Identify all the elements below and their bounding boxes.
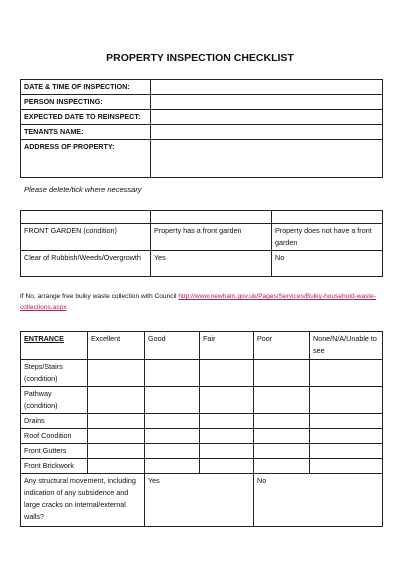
- pathway-poor-cell[interactable]: [254, 387, 310, 414]
- roof-good-cell[interactable]: [145, 429, 200, 444]
- drains-excellent-cell[interactable]: [88, 414, 145, 429]
- header-fair: Fair: [200, 332, 254, 360]
- row-drains-label: Drains: [21, 414, 88, 429]
- address-label: ADDRESS OF PROPERTY:: [21, 140, 151, 178]
- row-steps-label: Steps/Stairs (condition): [21, 360, 88, 387]
- roof-none-cell[interactable]: [310, 429, 383, 444]
- gutters-poor-cell[interactable]: [254, 444, 310, 459]
- roof-excellent-cell[interactable]: [88, 429, 145, 444]
- clear-yes-option[interactable]: Yes: [151, 251, 272, 277]
- gutters-fair-cell[interactable]: [200, 444, 254, 459]
- row-roof-label: Roof Condition: [21, 429, 88, 444]
- entrance-header: ENTRANCE: [21, 332, 88, 360]
- tenants-name-field[interactable]: [151, 125, 383, 140]
- reinspect-date-field[interactable]: [151, 110, 383, 125]
- brickwork-good-cell[interactable]: [145, 459, 200, 474]
- gutters-none-cell[interactable]: [310, 444, 383, 459]
- structural-yes-option[interactable]: Yes: [145, 474, 254, 527]
- roof-fair-cell[interactable]: [200, 429, 254, 444]
- bulky-waste-note: [20, 291, 380, 313]
- date-time-field[interactable]: [151, 80, 383, 95]
- brickwork-poor-cell[interactable]: [254, 459, 310, 474]
- pathway-none-cell[interactable]: [310, 387, 383, 414]
- pathway-fair-cell[interactable]: [200, 387, 254, 414]
- structural-question: Any structural movement, including indication of any subsidence and large cracks on internal/external walls?: [21, 474, 145, 527]
- reinspect-date-label: EXPECTED DATE TO REINSPECT:: [21, 110, 151, 125]
- row-pathway-label: Pathway (condition): [21, 387, 88, 414]
- header-excellent: Excellent: [88, 332, 145, 360]
- has-garden-option[interactable]: Property has a front garden: [151, 224, 272, 251]
- drains-none-cell[interactable]: [310, 414, 383, 429]
- roof-poor-cell[interactable]: [254, 429, 310, 444]
- steps-good-cell[interactable]: [145, 360, 200, 387]
- person-inspecting-field[interactable]: [151, 95, 383, 110]
- pathway-excellent-cell[interactable]: [88, 387, 145, 414]
- bulky-waste-link[interactable]: http://www.newham.gov.uk/Pages/Services/Bulky-household-waste-collections.aspx: [20, 293, 377, 311]
- row-gutters-label: Front Gutters: [21, 444, 88, 459]
- instruction-note: Please delete/tick where necessary: [24, 185, 142, 194]
- address-field[interactable]: [151, 140, 383, 178]
- structural-no-option[interactable]: No: [254, 474, 383, 527]
- pathway-good-cell[interactable]: [145, 387, 200, 414]
- steps-excellent-cell[interactable]: [88, 360, 145, 387]
- brickwork-excellent-cell[interactable]: [88, 459, 145, 474]
- header-none: None/N/A/Unable to see: [310, 332, 383, 360]
- garden-table: [20, 210, 383, 277]
- gutters-good-cell[interactable]: [145, 444, 200, 459]
- steps-fair-cell[interactable]: [200, 360, 254, 387]
- header-good: Good: [145, 332, 200, 360]
- row-brickwork-label: Front Brickwork: [21, 459, 88, 474]
- person-inspecting-label: PERSON INSPECTING:: [21, 95, 151, 110]
- brickwork-fair-cell[interactable]: [200, 459, 254, 474]
- drains-fair-cell[interactable]: [200, 414, 254, 429]
- front-garden-label: FRONT GARDEN (condition): [21, 224, 151, 251]
- gutters-excellent-cell[interactable]: [88, 444, 145, 459]
- header-poor: Poor: [254, 332, 310, 360]
- clear-no-option[interactable]: No: [272, 251, 383, 277]
- steps-poor-cell[interactable]: [254, 360, 310, 387]
- date-time-label: DATE & TIME OF INSPECTION:: [21, 80, 151, 95]
- drains-poor-cell[interactable]: [254, 414, 310, 429]
- tenants-name-label: TENANTS NAME:: [21, 125, 151, 140]
- brickwork-none-cell[interactable]: [310, 459, 383, 474]
- no-garden-option[interactable]: Property does not have a front garden: [272, 224, 383, 251]
- page-title: PROPERTY INSPECTION CHECKLIST: [106, 52, 294, 64]
- drains-good-cell[interactable]: [145, 414, 200, 429]
- details-table: [20, 79, 383, 178]
- garden-blank-2: [151, 211, 272, 224]
- steps-none-cell[interactable]: [310, 360, 383, 387]
- clear-rubbish-label: Clear of Rubbish/Weeds/Overgrowth: [21, 251, 151, 277]
- bulky-waste-text: If No, arrange free bulky waste collection with Council: [20, 293, 179, 300]
- garden-blank-1: [21, 211, 151, 224]
- garden-blank-3: [272, 211, 383, 224]
- entrance-table: [20, 331, 383, 527]
